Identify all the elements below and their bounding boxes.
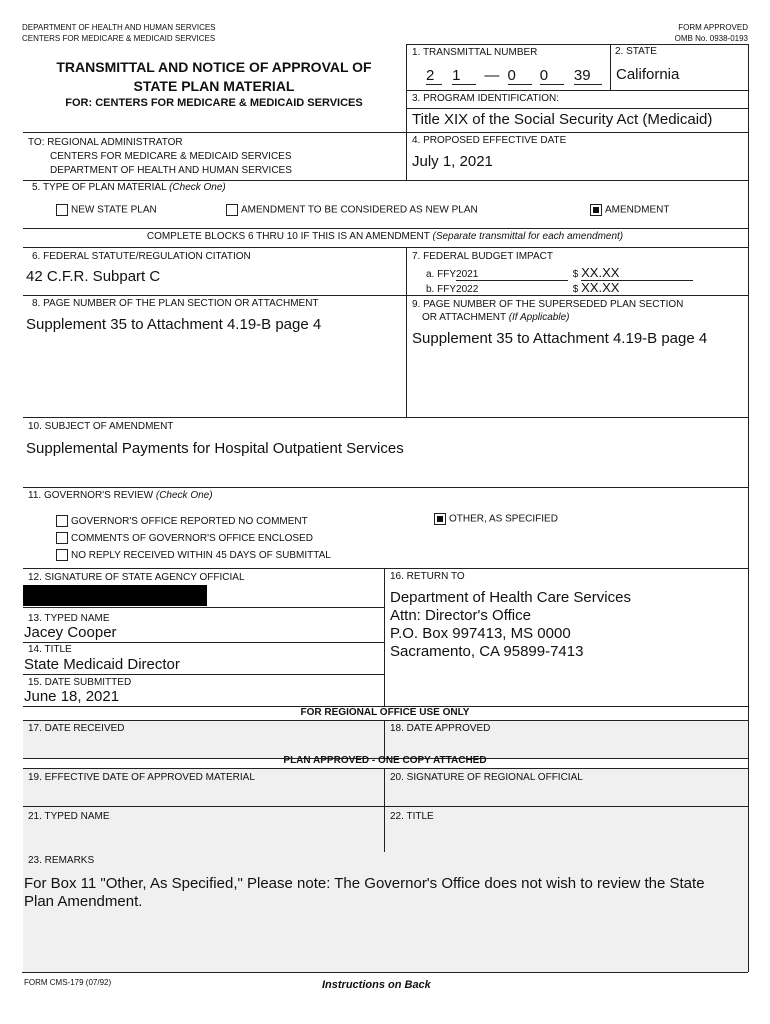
remarks-value: For Box 11 "Other, As Specified," Please note: The Governor's Office does not wish to review the State Plan Amendment. xyxy=(24,875,705,910)
governor-review-label: 11. GOVERNOR'S REVIEW (Check One) xyxy=(28,490,213,501)
budget-ffy-b-amount: XX.XX xyxy=(581,280,693,296)
date-approved-label: 18. DATE APPROVED xyxy=(390,723,491,734)
omb-number: OMB No. 0938-0193 xyxy=(674,34,748,43)
checkbox-comments-enclosed[interactable]: COMMENTS OF GOVERNOR'S OFFICE ENCLOSED xyxy=(56,530,331,547)
state-label: 2. STATE xyxy=(615,46,657,57)
citation-value: 42 C.F.R. Subpart C xyxy=(26,268,161,285)
governor-review-options xyxy=(56,513,331,564)
budget-ffy-a-amount: XX.XX xyxy=(581,265,693,281)
plan-type-label: 5. TYPE OF PLAN MATERIAL (Check One) xyxy=(32,182,226,193)
superseded-value: Supplement 35 to Attachment 4.19-B page 4 xyxy=(412,330,708,347)
effective-date-value: July 1, 2021 xyxy=(412,153,493,170)
typed-name-label: 13. TYPED NAME xyxy=(28,613,110,624)
budget-ffy-b-year: 2022 xyxy=(456,284,568,296)
return-line-3: P.O. Box 997413, MS 0000 xyxy=(390,625,571,642)
date-submitted-label: 15. DATE SUBMITTED xyxy=(28,677,132,688)
state-value: California xyxy=(616,66,680,83)
transmittal-digit-2: 1 xyxy=(452,67,476,85)
return-to-address xyxy=(390,589,631,661)
date-submitted-value: June 18, 2021 xyxy=(24,688,120,705)
approved-effective-date-label: 19. EFFECTIVE DATE OF APPROVED MATERIAL xyxy=(28,772,255,783)
form-id: FORM CMS-179 (07/92) xyxy=(24,978,112,987)
regional-signature-label: 20. SIGNATURE OF REGIONAL OFFICIAL xyxy=(390,772,583,783)
return-line-4: Sacramento, CA 95899-7413 xyxy=(390,643,584,660)
typed-name-value: Jacey Cooper xyxy=(24,624,117,641)
subject-value: Supplemental Payments for Hospital Outpatient Services xyxy=(26,440,404,457)
remarks-label: 23. REMARKS xyxy=(28,855,95,866)
budget-ffy-a: a. FFY2021 $ XX.XX xyxy=(426,265,693,281)
checkbox-other-specified[interactable]: OTHER, AS SPECIFIED xyxy=(434,513,558,525)
regional-title-label: 22. TITLE xyxy=(390,811,434,822)
superseded-label: 9. PAGE NUMBER OF THE SUPERSEDED PLAN SECTION OR ATTACHMENT (If Applicable) xyxy=(412,299,684,323)
program-id-label: 3. PROGRAM IDENTIFICATION: xyxy=(412,93,560,104)
program-id-value: Title XIX of the Social Security Act (Medicaid) xyxy=(412,111,713,128)
regional-office-header: FOR REGIONAL OFFICE USE ONLY xyxy=(300,707,470,718)
transmittal-digit-3: 0 xyxy=(508,67,532,85)
transmittal-number-label: 1. TRANSMITTAL NUMBER xyxy=(412,47,538,58)
checkbox-empty-icon[interactable] xyxy=(56,515,68,527)
checkbox-new-state-plan[interactable]: NEW STATE PLAN xyxy=(56,204,157,216)
title-value: State Medicaid Director xyxy=(24,656,180,673)
form-title xyxy=(22,58,406,96)
signature-label: 12. SIGNATURE OF STATE AGENCY OFFICIAL xyxy=(28,572,245,583)
form-approved: FORM APPROVED xyxy=(678,23,748,32)
checkbox-no-comment[interactable]: GOVERNOR'S OFFICE REPORTED NO COMMENT xyxy=(56,513,331,530)
checkbox-empty-icon[interactable] xyxy=(226,204,238,216)
transmittal-digit-4: 0 xyxy=(540,67,564,85)
title-for-line: FOR: CENTERS FOR MEDICARE & MEDICAID SERVICES xyxy=(65,97,363,109)
plan-approved-header: PLAN APPROVED - ONE COPY ATTACHED xyxy=(283,755,487,766)
citation-label: 6. FEDERAL STATUTE/REGULATION CITATION xyxy=(32,251,251,262)
checkbox-no-reply[interactable]: NO REPLY RECEIVED WITHIN 45 DAYS OF SUBMITTAL xyxy=(56,547,331,564)
title-line-2: STATE PLAN MATERIAL xyxy=(133,78,295,94)
signature-redaction xyxy=(22,585,207,606)
return-to-label: 16. RETURN TO xyxy=(390,571,465,582)
checkbox-checked-icon[interactable] xyxy=(590,204,602,216)
form-approved-block xyxy=(675,22,748,44)
checkbox-empty-icon[interactable] xyxy=(56,532,68,544)
regional-typed-name-label: 21. TYPED NAME xyxy=(28,811,110,822)
return-line-1: Department of Health Care Services xyxy=(390,589,631,606)
plan-section-value: Supplement 35 to Attachment 4.19-B page 4 xyxy=(26,316,322,333)
instructions-note: Instructions on Back xyxy=(322,979,431,991)
checkbox-empty-icon[interactable] xyxy=(56,549,68,561)
transmittal-dash: — xyxy=(484,67,500,84)
effective-date-label: 4. PROPOSED EFFECTIVE DATE xyxy=(412,135,567,146)
plan-section-label: 8. PAGE NUMBER OF THE PLAN SECTION OR ATTACHMENT xyxy=(32,298,319,309)
checkbox-amendment[interactable]: AMENDMENT xyxy=(590,204,669,216)
transmittal-digit-5: 39 xyxy=(574,67,602,85)
complete-blocks-note: COMPLETE BLOCKS 6 THRU 10 IF THIS IS AN AMENDMENT (Separate transmittal for each amendment) xyxy=(146,231,624,242)
checkbox-empty-icon[interactable] xyxy=(56,204,68,216)
return-line-2: Attn: Director's Office xyxy=(390,607,531,624)
to-line-1: TO: REGIONAL ADMINISTRATOR xyxy=(28,137,183,148)
budget-impact-label: 7. FEDERAL BUDGET IMPACT xyxy=(412,251,553,262)
agency-header xyxy=(22,22,216,44)
subject-label: 10. SUBJECT OF AMENDMENT xyxy=(28,421,174,432)
checkbox-amendment-as-new[interactable]: AMENDMENT TO BE CONSIDERED AS NEW PLAN xyxy=(226,204,478,216)
budget-ffy-a-year: 2021 xyxy=(456,269,568,281)
budget-ffy-b: b. FFY2022 $ XX.XX xyxy=(426,280,693,296)
title-label: 14. TITLE xyxy=(28,644,72,655)
to-block xyxy=(28,136,292,178)
checkbox-checked-icon[interactable] xyxy=(434,513,446,525)
dept-line-2: CENTERS FOR MEDICARE & MEDICAID SERVICES xyxy=(22,34,216,43)
transmittal-digit-1: 2 xyxy=(426,67,442,85)
date-received-label: 17. DATE RECEIVED xyxy=(28,723,125,734)
to-line-2: CENTERS FOR MEDICARE & MEDICAID SERVICES xyxy=(50,151,292,162)
to-line-3: DEPARTMENT OF HEALTH AND HUMAN SERVICES xyxy=(50,165,292,176)
title-line-1: TRANSMITTAL AND NOTICE OF APPROVAL OF xyxy=(56,59,372,75)
dept-line-1: DEPARTMENT OF HEALTH AND HUMAN SERVICES xyxy=(22,23,216,32)
transmittal-number xyxy=(426,67,602,85)
